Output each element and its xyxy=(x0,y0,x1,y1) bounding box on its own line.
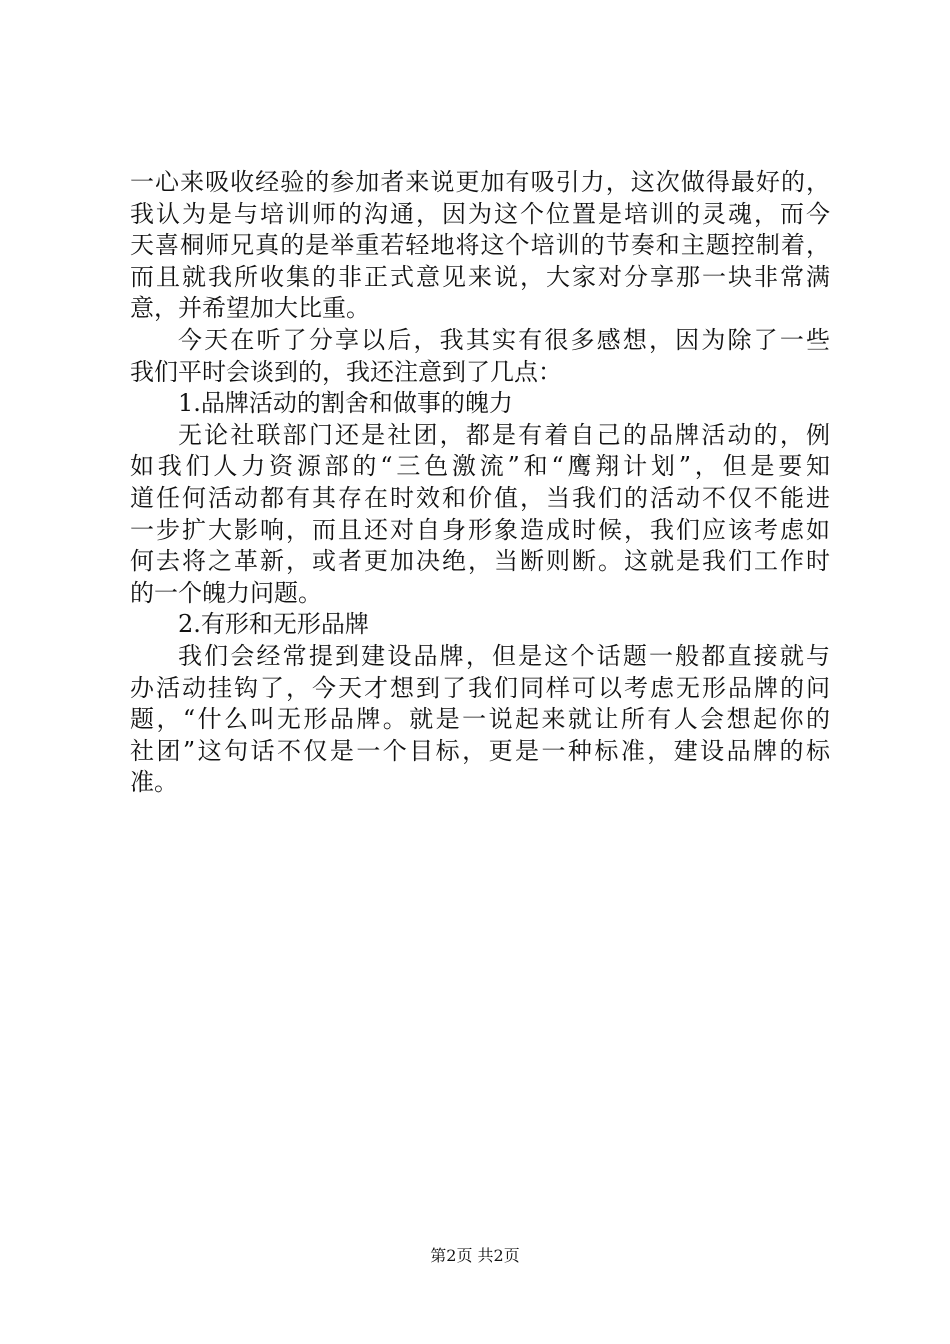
paragraph-line: 的一个魄力问题。 xyxy=(130,578,322,607)
paragraph-line: 如我们人力资源部的“三色激流”和“鹰翔计划”，但是要知 xyxy=(130,452,830,481)
page-footer xyxy=(0,1246,950,1266)
paragraph-line: 今天在听了分享以后，我其实有很多感想，因为除了一些 xyxy=(178,325,830,354)
paragraph-line: 而且就我所收集的非正式意见来说，大家对分享那一块非常满 xyxy=(130,262,830,291)
document-body xyxy=(130,167,830,799)
paragraph-line: 我们平时会谈到的，我还注意到了几点： xyxy=(130,357,562,386)
paragraph-line: 题，“什么叫无形品牌。就是一说起来就让所有人会想起你的 xyxy=(130,705,830,734)
paragraph-line: 准。 xyxy=(130,768,178,797)
paragraph-line: 一步扩大影响，而且还对自身形象造成时候，我们应该考虑如 xyxy=(130,515,830,544)
paragraph-line: 意，并希望加大比重。 xyxy=(130,294,370,323)
paragraph-line: 社团”这句话不仅是一个目标，更是一种标准，建设品牌的标 xyxy=(130,736,830,765)
page-indicator: 第2页 共2页 xyxy=(430,1246,520,1265)
paragraph-line: 道任何活动都有其存在时效和价值，当我们的活动不仅不能进 xyxy=(130,483,830,512)
paragraph-line: 一心来吸收经验的参加者来说更加有吸引力，这次做得最好的， xyxy=(130,168,830,196)
paragraph-line: 无论社联部门还是社团，都是有着自己的品牌活动的，例 xyxy=(178,420,830,449)
paragraph-line: 我认为是与培训师的沟通，因为这个位置是培训的灵魂，而今 xyxy=(130,199,830,228)
section-heading: 1.品牌活动的割舍和做事的魄力 xyxy=(178,389,513,418)
paragraph-line: 我们会经常提到建设品牌，但是这个话题一般都直接就与 xyxy=(178,641,830,670)
section-heading: 2.有形和无形品牌 xyxy=(178,610,369,639)
paragraph-line: 天喜桐师兄真的是举重若轻地将这个培训的节奏和主题控制着， xyxy=(130,231,830,260)
paragraph-line: 办活动挂钩了，今天才想到了我们同样可以考虑无形品牌的问 xyxy=(130,673,830,702)
paragraph-line: 何去将之革新，或者更加决绝，当断则断。这就是我们工作时 xyxy=(130,547,830,576)
